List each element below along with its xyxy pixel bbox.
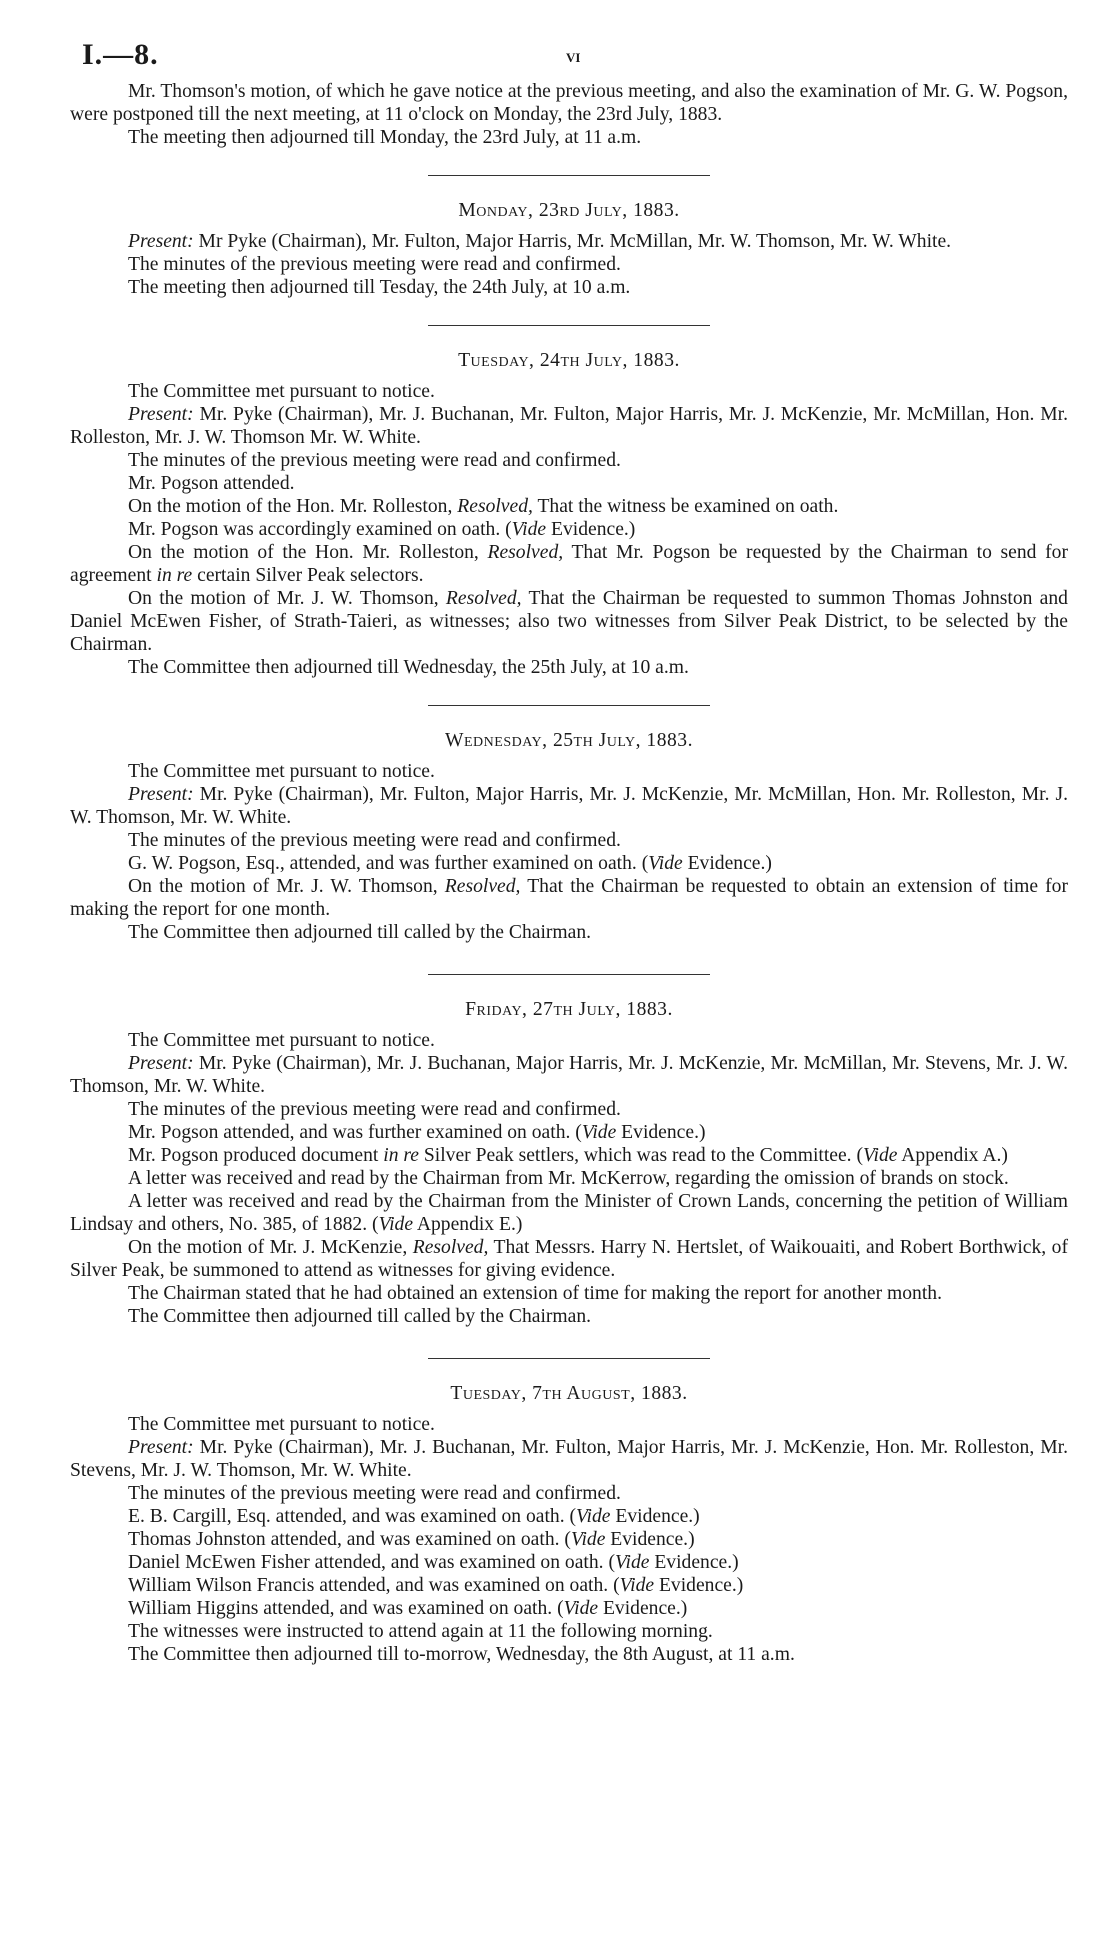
paragraph: On the motion of Mr. J. W. Thomson, Resolved, That the Chairman be requested to obtain an extension of time for making the report for one month. [70,876,1068,920]
paragraph: The meeting then adjourned till Tesday, the 24th July, at 10 a.m. [128,277,631,298]
paragraph: On the motion of the Hon. Mr. Rolleston, Resolved, That the witness be examined on oath. [128,496,839,517]
paragraph: The Chairman stated that he had obtained an extension of time for making the report for another month. [128,1283,942,1304]
present-paragraph: Present: Mr. Pyke (Chairman), Mr. Fulton, Major Harris, Mr. J. McKenzie, Mr. McMillan, Hon. Mr. Rolleston, Mr. J. W. Thomson, Mr. W. White. [70,784,1068,828]
paragraph: The meeting then adjourned till Monday, the 23rd July, at 11 a.m. [128,127,642,148]
present-paragraph: Present: Mr. Pyke (Chairman), Mr. J. Buchanan, Mr. Fulton, Major Harris, Mr. J. McKenzie, Hon. Mr. Rolleston, Mr. Stevens, Mr. J. W. Thomson, Mr. W. White. [70,1437,1068,1481]
paragraph: The Committee then adjourned till to-morrow, Wednesday, the 8th August, at 11 a.m. [128,1644,795,1665]
paragraph: A letter was received and read by the Chairman from Mr. McKerrow, regarding the omission of brands on stock. [128,1168,1009,1189]
paragraph: The Committee met pursuant to notice. [128,1030,435,1051]
paragraph: A letter was received and read by the Chairman from the Minister of Crown Lands, concerning the petition of William Lindsay and others, No. 385, of 1882. (Vide Appendix E.) [70,1191,1068,1235]
document-page [70,38,1068,1666]
paragraph: Daniel McEwen Fisher attended, and was examined on oath. (Vide Evidence.) [128,1552,739,1573]
meeting-date: Tuesday, 24th July, 1883. [458,350,680,371]
page-header [70,38,1068,80]
present-paragraph: Present: Mr. Pyke (Chairman), Mr. J. Buchanan, Major Harris, Mr. J. McKenzie, Mr. McMillan, Mr. Stevens, Mr. J. W. Thomson, Mr. W. White. [70,1053,1068,1097]
paragraph: William Wilson Francis attended, and was examined on oath. (Vide Evidence.) [128,1575,744,1596]
section-divider [428,1358,710,1359]
paragraph: The Committee met pursuant to notice. [128,1414,435,1435]
paragraph: Mr. Pogson produced document in re Silver Peak settlers, which was read to the Committee. (Vide Appendix A.) [128,1145,1008,1166]
paragraph: The minutes of the previous meeting were read and confirmed. [128,1483,621,1504]
paragraph: The minutes of the previous meeting were read and confirmed. [128,450,621,471]
section-friday-27-july [70,999,1068,1328]
meeting-date: Tuesday, 7th August, 1883. [450,1383,688,1404]
paragraph: E. B. Cargill, Esq. attended, and was examined on oath. (Vide Evidence.) [128,1506,700,1527]
meeting-date: Monday, 23rd July, 1883. [458,200,680,221]
present-paragraph: Present: Mr. Pyke (Chairman), Mr. J. Buchanan, Mr. Fulton, Major Harris, Mr. J. McKenzie, Mr. McMillan, Hon. Mr. Rolleston, Mr. J. W. Thomson Mr. W. White. [70,404,1068,448]
present-paragraph: Present: Mr Pyke (Chairman), Mr. Fulton, Major Harris, Mr. McMillan, Mr. W. Thomson, Mr. W. White. [128,231,952,252]
paragraph: On the motion of Mr. J. McKenzie, Resolved, That Messrs. Harry N. Hertslet, of Waikouaiti, and Robert Borthwick, of Silver Peak, be summoned to attend as witnesses for giving evidence. [70,1237,1068,1281]
paragraph: The minutes of the previous meeting were read and confirmed. [128,830,621,851]
meeting-date: Wednesday, 25th July, 1883. [445,730,693,751]
paragraph: G. W. Pogson, Esq., attended, and was further examined on oath. (Vide Evidence.) [128,853,772,874]
paragraph: The Committee then adjourned till called by the Chairman. [128,1306,592,1327]
paragraph: Thomas Johnston attended, and was examined on oath. (Vide Evidence.) [128,1529,695,1550]
paragraph: Mr. Pogson attended. [128,473,295,494]
paragraph: The minutes of the previous meeting were read and confirmed. [128,1099,621,1120]
page-number: vi [566,46,581,67]
paragraph: On the motion of the Hon. Mr. Rolleston, Resolved, That Mr. Pogson be requested by the Chairman to send for agreement in re certain Silver Peak selectors. [70,542,1068,586]
section-tuesday-7-august [70,1383,1068,1666]
section-divider [428,175,710,176]
paragraph: The minutes of the previous meeting were read and confirmed. [128,254,621,275]
paragraph: Mr. Pogson attended, and was further examined on oath. (Vide Evidence.) [128,1122,706,1143]
document-reference: I.—8. [82,38,159,71]
section-divider [428,974,710,975]
section-divider [428,325,710,326]
meeting-date: Friday, 27th July, 1883. [465,999,673,1020]
paragraph: The witnesses were instructed to attend again at 11 the following morning. [128,1621,713,1642]
paragraph: The Committee then adjourned till called by the Chairman. [128,922,592,943]
section-tuesday-24-july [70,350,1068,679]
paragraph: Mr. Pogson was accordingly examined on oath. (Vide Evidence.) [128,519,636,540]
paragraph: On the motion of Mr. J. W. Thomson, Resolved, That the Chairman be requested to summon Thomas Johnston and Daniel McEwen Fisher, of Strath-Taieri, as witnesses; also two witnesses from Silver Peak District, to be selected by the Chairman. [70,588,1068,655]
paragraph: Mr. Thomson's motion, of which he gave notice at the previous meeting, and also the examination of Mr. G. W. Pogson, were postponed till the next meeting, at 11 o'clock on Monday, the 23rd July, 1883. [70,81,1068,125]
section-wednesday-25-july [70,730,1068,944]
paragraph: William Higgins attended, and was examined on oath. (Vide Evidence.) [128,1598,688,1619]
section-divider [428,705,710,706]
section-monday-23-july [70,200,1068,299]
section-continuation [70,80,1068,149]
paragraph: The Committee met pursuant to notice. [128,381,435,402]
paragraph: The Committee met pursuant to notice. [128,761,435,782]
paragraph: The Committee then adjourned till Wednesday, the 25th July, at 10 a.m. [128,657,689,678]
